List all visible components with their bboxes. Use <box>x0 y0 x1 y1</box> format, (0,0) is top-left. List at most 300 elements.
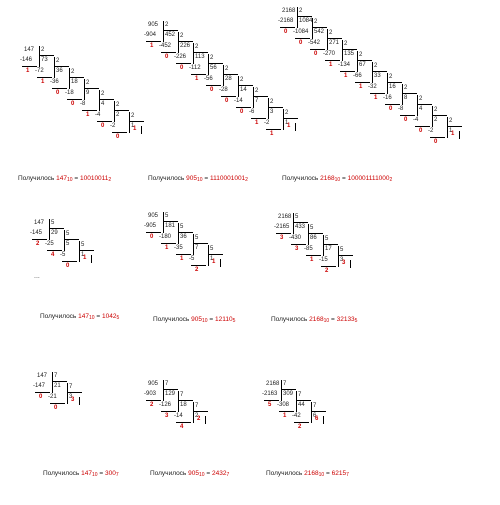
divider-horizontal-line <box>295 38 310 39</box>
divider-vertical-line <box>84 79 85 100</box>
divider-vertical-line <box>208 245 209 266</box>
divider-vertical-line <box>178 223 179 244</box>
divider-horizontal-line <box>22 66 37 67</box>
divider-horizontal-line <box>310 49 325 50</box>
divisor: 2 <box>210 55 214 61</box>
quotient: 29 <box>51 230 58 236</box>
subtrahend: -126 <box>159 402 172 408</box>
caption-prefix: Получилось <box>40 313 79 320</box>
quotient: 36 <box>180 234 187 240</box>
caption-to-base: 2 <box>389 177 393 183</box>
divider-vertical-line <box>39 46 40 67</box>
subtrahend: -904 <box>144 32 157 38</box>
caption-to-base: 7 <box>226 472 230 478</box>
remainder: 0 <box>71 101 75 107</box>
divider-horizontal-line <box>357 60 372 61</box>
divider-horizontal-line <box>430 137 445 138</box>
quotient: 113 <box>195 54 205 60</box>
caption-to-base: 5 <box>232 318 236 324</box>
quotient: 5 <box>66 241 70 247</box>
divisor: 5 <box>180 224 184 230</box>
subtrahend: -147 <box>33 383 46 389</box>
quotient: 433 <box>295 224 306 230</box>
subtrahend: -14 <box>174 413 183 419</box>
divisor: 2 <box>131 113 135 119</box>
caption-from-base: 10 <box>318 472 325 478</box>
divider-vertical-line <box>311 402 312 423</box>
remainder: 4 <box>180 424 184 430</box>
divider-horizontal-line <box>280 27 295 28</box>
divider-horizontal-line <box>236 107 251 108</box>
divider-horizontal-line <box>193 411 208 412</box>
final-quotient: 2 <box>197 416 201 422</box>
caption-to-base: 2 <box>245 177 248 183</box>
divider-vertical-line <box>295 123 296 131</box>
subtrahend: -4 <box>95 112 101 118</box>
divider-vertical-line <box>220 259 221 267</box>
caption-result: 1042 <box>101 313 117 320</box>
divider-horizontal-line <box>54 66 69 67</box>
remainder: 0 <box>225 98 229 104</box>
remainder: 1 <box>180 256 184 262</box>
divider-horizontal-line <box>221 96 236 97</box>
divisor: 5 <box>310 225 314 231</box>
caption-result: 300 <box>104 470 116 477</box>
subtrahend: -2165 <box>274 224 290 230</box>
subtrahend: -35 <box>174 245 183 251</box>
remainder: 0 <box>419 128 423 134</box>
divisor: 5 <box>81 242 85 248</box>
divider-horizontal-line <box>338 255 353 256</box>
quotient: 28 <box>225 76 232 82</box>
divider-horizontal-line <box>417 104 432 105</box>
subtrahend: -112 <box>189 65 201 71</box>
caption-number: 905 <box>186 175 197 182</box>
remainder: 0 <box>210 87 214 93</box>
remainder: 5 <box>268 402 272 408</box>
divisor: 5 <box>340 247 344 253</box>
remainder: 0 <box>299 40 303 46</box>
dividend: 147 <box>34 220 45 226</box>
divider-vertical-line <box>447 117 448 138</box>
divider-horizontal-line <box>251 118 266 119</box>
caption-result: 32133 <box>336 316 355 323</box>
dividend: 905 <box>148 22 159 28</box>
divider-horizontal-line <box>385 104 400 105</box>
quotient: 271 <box>329 40 340 46</box>
divisor: 7 <box>165 381 169 387</box>
divisor: 2 <box>225 66 229 72</box>
caption-from-base: 10 <box>202 318 208 324</box>
divider-horizontal-line <box>62 261 77 262</box>
quotient: 226 <box>180 43 191 49</box>
divider-horizontal-line <box>291 244 306 245</box>
subtrahend: -28 <box>219 87 228 93</box>
divisor: 7 <box>283 381 287 387</box>
caption-equals: = <box>207 316 215 323</box>
divisor: 2 <box>270 99 274 105</box>
subtrahend: -32 <box>368 84 377 90</box>
caption-number: 2168 <box>304 470 319 477</box>
divider-horizontal-line <box>279 411 294 412</box>
divider-vertical-line <box>163 212 164 233</box>
subtrahend: -1084 <box>293 29 309 35</box>
divider-horizontal-line <box>283 118 298 119</box>
subtrahend: -8 <box>80 101 86 107</box>
divider-horizontal-line <box>342 49 357 50</box>
caption-to-base: 2 <box>108 177 112 183</box>
subtrahend: -56 <box>204 76 213 82</box>
divider-horizontal-line <box>163 30 178 31</box>
divisor: 2 <box>329 30 333 36</box>
quotient: 18 <box>71 79 78 85</box>
caption-prefix: Получилось <box>271 316 310 323</box>
quotient: 3 <box>270 109 274 115</box>
subtrahend: -2 <box>428 128 434 134</box>
remainder: 1 <box>165 245 169 251</box>
caption-from-base: 10 <box>89 315 95 321</box>
subtrahend: -21 <box>48 394 57 400</box>
ellipsis-mark: ... <box>34 273 40 280</box>
quotient: 33 <box>374 73 381 79</box>
caption-result: 100001111000 <box>347 175 390 182</box>
divisor: 5 <box>295 214 299 220</box>
result-caption-147-base2 <box>18 175 111 183</box>
caption-from-base: 10 <box>199 472 205 478</box>
divider-horizontal-line <box>370 93 385 94</box>
divider-horizontal-line <box>415 126 430 127</box>
divider-vertical-line <box>402 84 403 105</box>
divider-horizontal-line <box>99 99 114 100</box>
subtrahend: -903 <box>144 391 157 397</box>
divider-vertical-line <box>205 416 206 424</box>
caption-equals: = <box>324 470 332 477</box>
divider-horizontal-line <box>69 77 84 78</box>
subtrahend: -42 <box>292 413 301 419</box>
final-quotient: 1 <box>212 259 216 265</box>
subtrahend: -85 <box>304 246 313 252</box>
subtrahend: -72 <box>35 68 44 74</box>
remainder: 1 <box>283 413 287 419</box>
subtrahend: -2 <box>264 120 270 126</box>
divisor: 7 <box>69 384 73 390</box>
divider-vertical-line <box>49 219 50 240</box>
remainder: 0 <box>240 109 244 115</box>
subtrahend: -146 <box>20 57 33 63</box>
divider-horizontal-line <box>432 115 447 116</box>
subtrahend: -4 <box>413 117 419 123</box>
divider-vertical-line <box>327 29 328 50</box>
caption-number: 2168 <box>320 175 335 182</box>
remainder: 0 <box>434 139 438 145</box>
quotient: 1 <box>210 256 214 262</box>
caption-equals: = <box>72 175 80 182</box>
divisor: 2 <box>434 107 438 113</box>
caption-to-base: 5 <box>116 315 120 321</box>
divider-horizontal-line <box>325 60 340 61</box>
divider-horizontal-line <box>400 115 415 116</box>
subtrahend: -270 <box>323 51 336 57</box>
quotient: 1 <box>285 120 289 126</box>
dividend: 2168 <box>278 214 292 220</box>
divider-horizontal-line <box>163 221 178 222</box>
divider-horizontal-line <box>112 132 127 133</box>
quotient: 3 <box>340 257 344 263</box>
divider-horizontal-line <box>191 74 206 75</box>
divider-horizontal-line <box>176 63 191 64</box>
divider-vertical-line <box>296 391 297 412</box>
divider-horizontal-line <box>49 228 64 229</box>
caption-to-base: 5 <box>354 318 358 324</box>
quotient: 2 <box>434 117 438 123</box>
subtrahend: -452 <box>159 43 172 49</box>
divider-horizontal-line <box>193 243 208 244</box>
divider-vertical-line <box>338 246 339 267</box>
caption-from-base: 10 <box>334 177 341 183</box>
subtrahend: -2 <box>110 123 116 129</box>
divider-vertical-line <box>79 397 80 405</box>
remainder: 2 <box>195 267 199 273</box>
quotient: 2 <box>195 413 199 419</box>
remainder: 1 <box>344 73 348 79</box>
result-caption-2168-base5 <box>271 316 357 324</box>
result-caption-2168-base7 <box>266 470 349 478</box>
divisor: 2 <box>344 41 348 47</box>
divisor: 2 <box>101 91 105 97</box>
divider-horizontal-line <box>208 254 223 255</box>
quotient: 1 <box>81 252 85 258</box>
divisor: 2 <box>255 88 259 94</box>
divider-vertical-line <box>178 391 179 412</box>
subtrahend: -2168 <box>278 18 294 24</box>
quotient: 14 <box>240 87 247 93</box>
caption-prefix: Получилось <box>266 470 305 477</box>
quotient: 44 <box>298 402 305 408</box>
divisor: 2 <box>314 19 318 25</box>
caption-number: 147 <box>81 470 92 477</box>
quotient: 9 <box>86 90 90 96</box>
divider-horizontal-line <box>323 244 338 245</box>
caption-from-base: 10 <box>323 318 330 324</box>
divider-horizontal-line <box>37 77 52 78</box>
divider-horizontal-line <box>178 41 193 42</box>
divider-vertical-line <box>238 76 239 97</box>
divisor: 2 <box>195 44 199 50</box>
subtrahend: -6 <box>249 109 255 115</box>
caption-equals: = <box>340 175 348 182</box>
divisor: 2 <box>116 102 120 108</box>
divisor: 2 <box>359 52 363 58</box>
caption-result: 2432 <box>211 470 227 477</box>
divider-vertical-line <box>342 40 343 61</box>
divider-horizontal-line <box>293 222 308 223</box>
subtrahend: -5 <box>60 252 66 258</box>
subtrahend: -180 <box>159 234 172 240</box>
divider-vertical-line <box>163 21 164 42</box>
quotient: 17 <box>325 246 332 252</box>
divider-horizontal-line <box>35 392 50 393</box>
caption-number: 147 <box>56 175 67 182</box>
subtrahend: -14 <box>234 98 243 104</box>
subtrahend: -36 <box>50 79 59 85</box>
divider-horizontal-line <box>308 233 323 234</box>
subtrahend: -25 <box>45 241 54 247</box>
quotient: 56 <box>210 65 217 71</box>
divider-horizontal-line <box>372 71 387 72</box>
subtrahend: -15 <box>319 257 328 263</box>
divider-horizontal-line <box>387 82 402 83</box>
divider-vertical-line <box>432 106 433 127</box>
caption-to-base: 7 <box>346 472 349 478</box>
remainder: 0 <box>404 117 408 123</box>
dividend: 147 <box>37 373 48 379</box>
quotient: 18 <box>180 402 187 408</box>
divider-horizontal-line <box>52 381 67 382</box>
caption-prefix: Получилось <box>18 175 57 182</box>
remainder: 1 <box>270 131 274 137</box>
divider-vertical-line <box>114 101 115 122</box>
divider-horizontal-line <box>79 250 94 251</box>
divisor: 7 <box>298 392 302 398</box>
divider-vertical-line <box>323 416 324 424</box>
subtrahend: -542 <box>308 40 321 46</box>
divider-horizontal-line <box>161 52 176 53</box>
divider-horizontal-line <box>82 110 97 111</box>
divider-horizontal-line <box>296 400 311 401</box>
divider-horizontal-line <box>193 52 208 53</box>
divider-horizontal-line <box>281 389 296 390</box>
divider-vertical-line <box>193 43 194 64</box>
divider-horizontal-line <box>178 400 193 401</box>
quotient: 67 <box>359 62 366 68</box>
caption-prefix: Получилось <box>43 470 82 477</box>
remainder: 1 <box>374 95 378 101</box>
caption-prefix: Получилось <box>282 175 321 182</box>
remainder: 0 <box>284 29 288 35</box>
divider-vertical-line <box>281 380 282 401</box>
remainder: 0 <box>180 65 184 71</box>
result-caption-905-base7 <box>150 470 229 478</box>
dividend: 2168 <box>266 381 280 387</box>
divider-horizontal-line <box>47 250 62 251</box>
divider-vertical-line <box>64 230 65 251</box>
divisor: 5 <box>51 220 55 226</box>
caption-number: 147 <box>78 313 89 320</box>
quotient: 309 <box>283 391 294 397</box>
caption-prefix: Получилось <box>148 175 187 182</box>
divisor: 7 <box>313 403 317 409</box>
divider-horizontal-line <box>39 55 54 56</box>
divider-vertical-line <box>91 255 92 263</box>
divider-vertical-line <box>69 68 70 89</box>
subtrahend: -8 <box>398 106 404 112</box>
quotient: 452 <box>165 32 176 38</box>
remainder: 0 <box>116 134 120 140</box>
quotient: 135 <box>344 51 355 57</box>
dividend: 905 <box>148 213 159 219</box>
remainder: 4 <box>51 252 55 258</box>
divider-vertical-line <box>387 73 388 94</box>
divisor: 2 <box>71 69 75 75</box>
divisor: 2 <box>41 47 45 53</box>
quotient: 86 <box>310 235 317 241</box>
caption-result: 10010011 <box>79 175 109 182</box>
remainder: 1 <box>359 84 363 90</box>
quotient: 21 <box>54 383 61 389</box>
divider-horizontal-line <box>50 403 65 404</box>
result-caption-2168-base2 <box>282 175 392 183</box>
divider-horizontal-line <box>297 16 312 17</box>
remainder: 1 <box>41 79 45 85</box>
caption-number: 905 <box>188 470 199 477</box>
divider-horizontal-line <box>327 38 342 39</box>
remainder: 3 <box>280 235 284 241</box>
divisor: 2 <box>56 58 60 64</box>
subtrahend: -134 <box>338 62 351 68</box>
divider-vertical-line <box>372 62 373 83</box>
divider-vertical-line <box>323 235 324 256</box>
divisor: 5 <box>165 213 169 219</box>
divider-horizontal-line <box>447 126 462 127</box>
divider-vertical-line <box>141 126 142 134</box>
remainder: 3 <box>295 246 299 252</box>
caption-equals: = <box>329 316 337 323</box>
divider-horizontal-line <box>191 265 206 266</box>
subtrahend: -308 <box>277 402 290 408</box>
divider-horizontal-line <box>268 107 283 108</box>
divisor: 7 <box>180 392 184 398</box>
divisor: 5 <box>210 246 214 252</box>
divider-horizontal-line <box>311 411 326 412</box>
remainder: 0 <box>389 106 393 112</box>
caption-equals: = <box>204 470 212 477</box>
remainder: 2 <box>150 402 154 408</box>
divider-vertical-line <box>178 32 179 53</box>
divider-horizontal-line <box>266 129 281 130</box>
quotient: 4 <box>419 106 423 112</box>
quotient: 3 <box>69 394 73 400</box>
subtrahend: -145 <box>30 230 43 236</box>
divider-horizontal-line <box>161 243 176 244</box>
final-quotient: 1 <box>451 131 455 137</box>
subtrahend: -18 <box>65 90 74 96</box>
divider-horizontal-line <box>161 411 176 412</box>
divider-horizontal-line <box>146 400 161 401</box>
divider-vertical-line <box>459 131 460 139</box>
dividend: 2168 <box>282 8 296 14</box>
quotient: 7 <box>195 245 199 251</box>
divisor: 2 <box>165 22 169 28</box>
remainder: 2 <box>298 424 302 430</box>
divider-horizontal-line <box>312 27 327 28</box>
caption-number: 2168 <box>309 316 324 323</box>
result-caption-905-base2 <box>148 175 248 183</box>
divisor: 5 <box>195 235 199 241</box>
divisor: 2 <box>374 63 378 69</box>
remainder: 0 <box>56 90 60 96</box>
divisor: 2 <box>86 80 90 86</box>
subtrahend: -2163 <box>262 391 278 397</box>
final-quotient: 1 <box>287 123 291 129</box>
divider-vertical-line <box>357 51 358 72</box>
caption-result: 6215 <box>331 470 347 477</box>
divisor: 2 <box>180 33 184 39</box>
quotient: 1084 <box>299 18 313 24</box>
divisor: 5 <box>325 236 329 242</box>
divider-horizontal-line <box>129 121 144 122</box>
divider-horizontal-line <box>276 233 291 234</box>
divider-horizontal-line <box>253 96 268 97</box>
